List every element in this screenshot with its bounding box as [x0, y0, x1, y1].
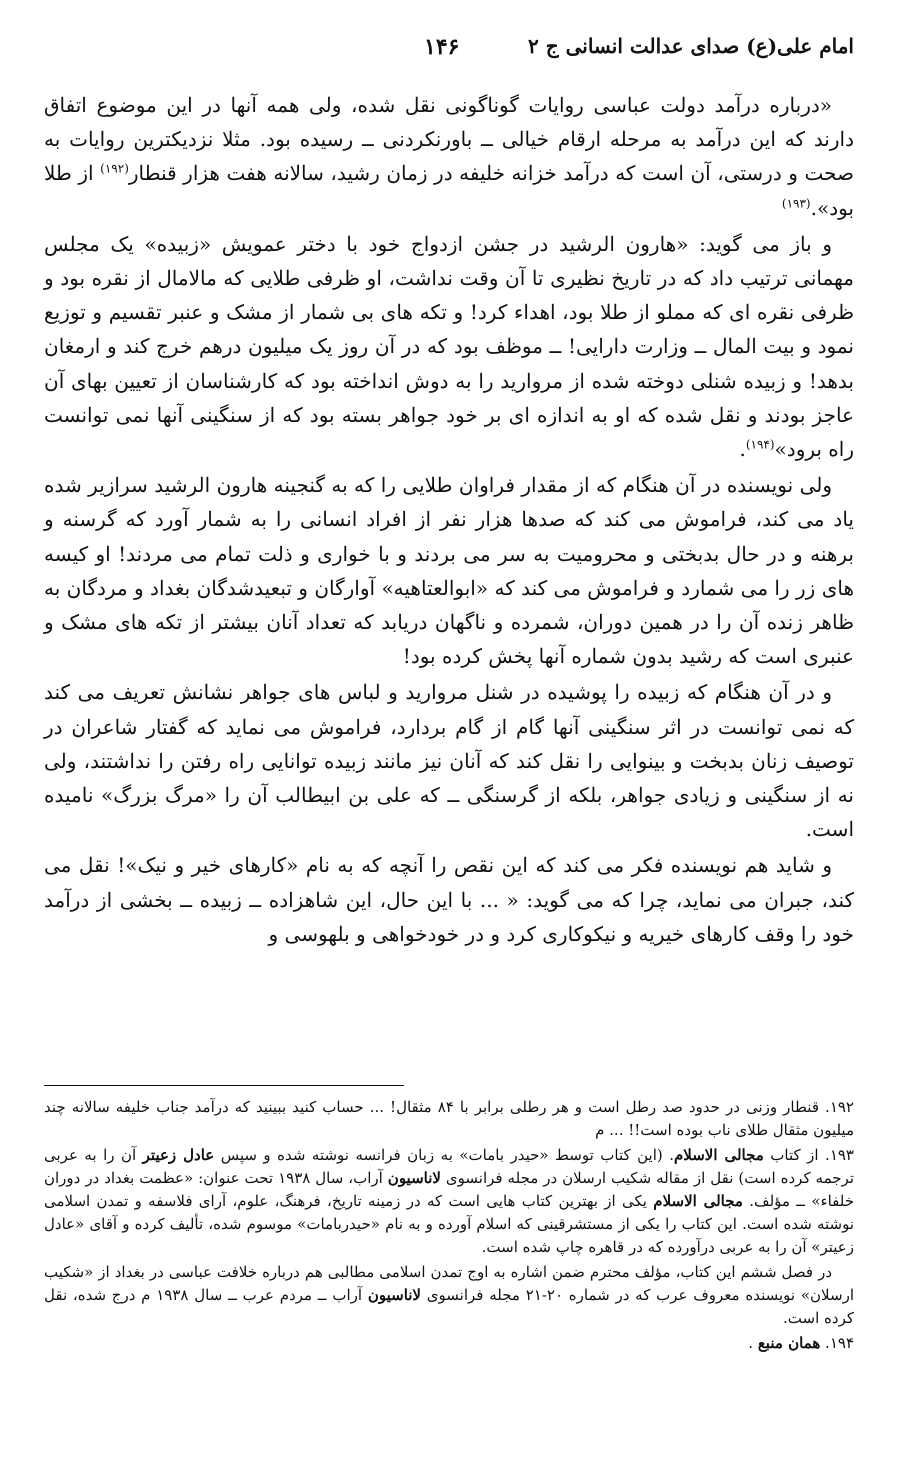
paragraph-3: ولی نویسنده در آن هنگام که از مقدار فراوان طلایی را که به گنجینه هارون الرشید سرازیر شده یاد می کند، فراموش می کند که صدها هزار نفر از افراد انسانی را به شمار آورد که گرسنه و برهنه و در حال بدبختی و محرومیت به سر می بردند و با خواری و ذلت تمام می مردند! او کیسه های زر را می شمارد و فراموش می کند که «ابوالعتاهیه» آوارگان و تبعیدشدگان بغداد و مردگان به ظاهر زنده آن را در همین دوران، شمرده و ناگهان دریابد که تعداد آنان بیشتر از تکه های مشک و عنبری است که رشید بدون شماره آنها پخش کرده بود! [44, 473, 854, 669]
paragraph-2-end: . [739, 437, 746, 462]
footnote-ref-192: (۱۹۲) [100, 161, 129, 176]
running-title: امام علی(ع) صدای عدالت انسانی ج ۲ [528, 34, 854, 58]
page-number: ۱۴۶ [424, 34, 460, 60]
footnote-separator [44, 1085, 404, 1086]
footnote-193-part: . (این کتاب توسط «حیدر بامات» به زبان فرانسه نوشته شده و سپس [214, 1146, 674, 1164]
main-text [44, 88, 854, 953]
paragraph-1 [44, 88, 854, 225]
footnote-193-magazine: لاناسیون [387, 1169, 441, 1187]
paragraph-1-end: از طلا بود». [44, 161, 854, 220]
footnote-193-part: یکی از بهترین کتاب هایی است که در زمینه تاریخ، فرهنگ، علوم، آرای فلاسفه و تمدن اسلامی نوشته شده است. این کتاب را یکی از مستشرقینی که اسلام آورده و به نام «حیدربامات» موسوم شده، تألیف کرده و آقای «عادل زعیتر» آن را به عربی درآورده که در قاهره چاپ شده است. [44, 1192, 854, 1256]
footnote-194 [44, 1332, 854, 1355]
footnote-ref-193: (۱۹۳) [781, 195, 811, 210]
paragraph-5: و شاید هم نویسنده فکر می کند که این نقص را آنچه که به نام «کارهای خیر و نیک»! نقل می کند، جبران می نماید، چرا که می گوید: « ... با این حال، این شاهزاده ــ زبیده ــ بخشی از درآمد خود را وقف کارهای خیریه و نیکوکاری کرد و در خودخواهی و بلهوسی و [44, 853, 854, 946]
footnote-192: ۱۹۲. قنطار وزنی در حدود صد رطل است و هر رطلی برابر با ۸۴ مثقال! ... حساب کنید ببینید که درآمد جناب خلیفه سالانه چند میلیون مثقال طلای ناب بوده است!! ... م [44, 1098, 854, 1139]
footnote-193-magazine: لاناسیون [367, 1286, 421, 1304]
footnote-193-book-title: مجالی الاسلام [653, 1192, 743, 1210]
footnote-193-book-title: مجالی الاسلام [673, 1146, 764, 1164]
book-page [44, 0, 854, 1479]
footnote-193-continued [44, 1261, 854, 1330]
footnote-193-translator: عادل زعیتر [142, 1146, 215, 1164]
paragraph-4: و در آن هنگام که زبیده را پوشیده در شنل مروارید و لباس های جواهر نشانش تعریف می کند که نمی توانست در اثر سنگینی آنها گام از گام بردارد، فراموش می نماید که گفتار شاعران در توصیف زنان بدبخت و بینوایی را نقل کند که آنان نیز مانند زبیده توانایی راه رفتن را نداشتند، ولی نه از سنگینی و زیادی جواهر، بلکه از گرسنگی ــ که علی بن ابیطالب آن را «مرگ بزرگ» نامیده است. [44, 680, 854, 842]
paragraph-1-text: «درباره درآمد دولت عباسی روایات گوناگونی نقل شده، ولی همه آنها در این موضوع اتفاق دارند که این درآمد به مرحله ارقام خیالی ــ باورنکردنی ــ رسیده بود. مثلا نزدیکترین روایات به صحت و درستی، آن است که درآمد خزانه خلیفه در زمان رشید، سالانه هفت هزار قنطار [44, 93, 855, 186]
footnote-194-end: . [748, 1334, 758, 1352]
page-header [44, 34, 854, 70]
footnote-193-part: آراب، سال ۱۹۳۸ تحت عنوان: «عظمت بغداد در دوران خلفاء» ــ مؤلف. [44, 1169, 854, 1210]
paragraph-2 [44, 227, 854, 466]
footnote-ref-194: (۱۹۴) [745, 437, 775, 452]
footnote-193-continued-part: در فصل ششم این کتاب، مؤلف محترم ضمن اشاره به اوج تمدن اسلامی مطالبی هم درباره خلافت عباسی در بغداد از «شکیب ارسلان» نویسنده معروف عرب که در شماره ۲۰-۲۱ مجله فرانسوی [44, 1263, 854, 1304]
footnote-193-part: آن را به عربی ترجمه کرده است) نقل از مقاله شکیب ارسلان در مجله فرانسوی [44, 1146, 854, 1187]
footnotes [44, 1096, 854, 1357]
footnote-193-part: ۱۹۳. از کتاب [763, 1146, 854, 1164]
footnote-194-number: ۱۹۴. [820, 1334, 854, 1352]
footnote-193 [44, 1144, 854, 1259]
footnote-194-source: همان منبع [757, 1334, 821, 1352]
footnote-193-continued-part: آراب ــ مردم عرب ــ سال ۱۹۳۸ م درج شده، نقل کرده است. [44, 1286, 854, 1327]
paragraph-2-text: و باز می گوید: «هارون الرشید در جشن ازدواج خود با دختر عمویش «زبیده» یک مجلس مهمانی ترتیب داد که در تاریخ نظیری تا آن وقت نداشت، او ظرفی طلایی که مالامال از نقره بود و ظرفی نقره ای که مملو از طلا بود، اهداء کرد! و تکه های بی شمار از مشک و عنبر تقسیم و توزیع نمود و بیت المال ــ وزارت دارایی! ــ موظف بود که در آن روز یک میلیون درهم خرج کند و ارمغان بدهد! و زبیده شنلی دوخته شده از مروارید را به دوش انداخته بود که کارشناسان از تعیین بهای آن عاجز بودند و نقل شده که او به اندازه ای بر خود جواهر بسته بود که از سنگینی آنها نمی توانست راه برود» [44, 231, 854, 462]
